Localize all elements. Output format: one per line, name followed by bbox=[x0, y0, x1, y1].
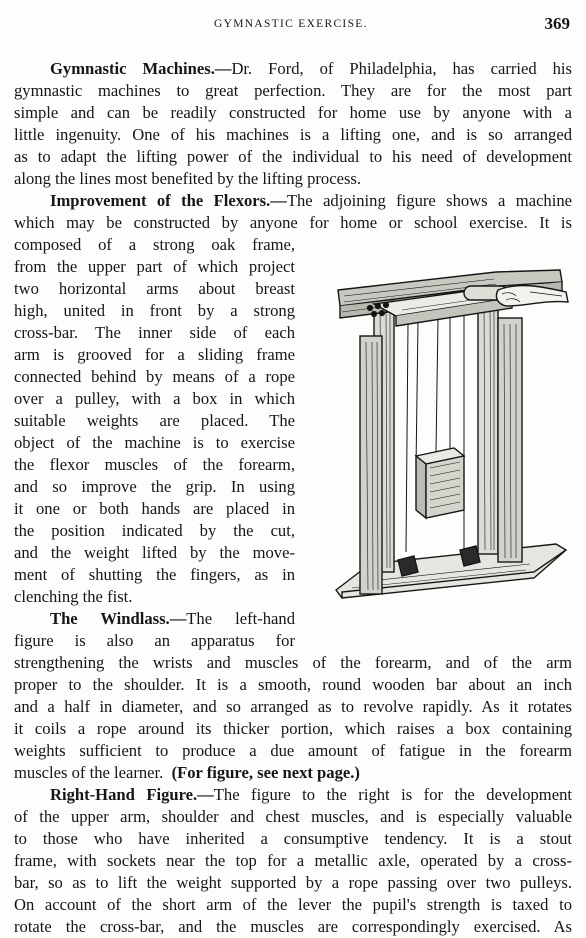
paragraph-line: of the upper arm, shoulder and chest muscles, and is especially valuable bbox=[14, 807, 572, 826]
paragraph-line: it coils a rope around its thicker portion, which raises a box containing bbox=[14, 719, 572, 738]
paragraph-line: over a pulley, with a box in which bbox=[14, 389, 295, 408]
paragraph-line: as to adapt the lifting power of the individual to his need of development bbox=[14, 147, 572, 166]
paragraph-line: from the upper part of which project bbox=[14, 257, 295, 276]
paragraph-line: muscles of the learner. (For figure, see next page.) bbox=[14, 763, 360, 782]
section-heading-flexors: Improvement of the Flexors.— bbox=[50, 191, 287, 210]
paragraph-line: little ingenuity. One of his machines is a lifting one, and is so arranged bbox=[14, 125, 572, 144]
paragraph-line: On account of the short arm of the lever the pupil's strength is taxed to bbox=[14, 895, 572, 914]
paragraph-line: simple and can be readily constructed for home use by anyone with a bbox=[14, 103, 572, 122]
paragraph-line: Gymnastic Machines.—Dr. Ford, of Philadelphia, has carried his bbox=[50, 59, 572, 78]
paragraph-line: arm is grooved for a sliding frame bbox=[14, 345, 295, 364]
paragraph-line: The Windlass.—The left-hand bbox=[50, 609, 295, 628]
paragraph-line: composed of a strong oak frame, bbox=[14, 235, 295, 254]
paragraph-line: strengthening the wrists and muscles of the forearm, and of the arm bbox=[14, 653, 572, 672]
paragraph-line: and the weight lifted by the move- bbox=[14, 543, 295, 562]
paragraph-line: and so improve the grip. In using bbox=[14, 477, 295, 496]
paragraph-line: object of the machine is to exercise bbox=[14, 433, 295, 452]
paragraph-line: rotate the cross-bar, and the muscles are correspondingly exercised. As bbox=[14, 917, 572, 936]
section-heading-right-hand-figure: Right-Hand Figure.— bbox=[50, 785, 214, 804]
paragraph-line: two horizontal arms about breast bbox=[14, 279, 295, 298]
flexor-machine-illustration bbox=[330, 252, 570, 604]
page-header bbox=[0, 14, 586, 36]
paragraph-line: the position indicated by the cut, bbox=[14, 521, 295, 540]
running-head: GYMNASTIC EXERCISE. bbox=[214, 18, 368, 30]
paragraph-line: suitable weights are placed. The bbox=[14, 411, 295, 430]
paragraph-line: along the lines most benefited by the lifting process. bbox=[14, 169, 362, 188]
paragraph-line: cross-bar. The inner side of each bbox=[14, 323, 295, 342]
paragraph-line: high, united in front by a strong bbox=[14, 301, 295, 320]
paragraph-line: which may be constructed by anyone for home or school exercise. It is bbox=[14, 213, 572, 232]
paragraph-line: the flexor muscles of the forearm, bbox=[14, 455, 295, 474]
paragraph-line: frame, with sockets near the top for a metallic axle, operated by a cross- bbox=[14, 851, 572, 870]
see-next-page-note: (For figure, see next page.) bbox=[171, 763, 360, 782]
paragraph-line: weights sufficient to produce a due amount of fatigue in the forearm bbox=[14, 741, 572, 760]
paragraph-line: figure is also an apparatus for bbox=[14, 631, 295, 650]
paragraph-line: it one or both hands are placed in bbox=[14, 499, 295, 518]
section-heading-windlass: The Windlass.— bbox=[50, 609, 187, 628]
paragraph-line: and a half in diameter, and so arranged as to revolve rapidly. As it rotates bbox=[14, 697, 572, 716]
paragraph-line: ment of shutting the fingers, as in bbox=[14, 565, 295, 584]
paragraph-line: clenching the fist. bbox=[14, 587, 133, 606]
paragraph-line: to those who have inherited a consumptive tendency. It is a stout bbox=[14, 829, 572, 848]
paragraph-line: gymnastic machines to great perfection. They are for the most part bbox=[14, 81, 572, 100]
paragraph-line: proper to the shoulder. It is a smooth, round wooden bar about an inch bbox=[14, 675, 572, 694]
paragraph-line: bar, so as to lift the weight supported by a rope passing over two pulleys. bbox=[14, 873, 572, 892]
paragraph-line: Right-Hand Figure.—The figure to the right is for the development bbox=[50, 785, 572, 804]
paragraph-line: connected behind by means of a rope bbox=[14, 367, 295, 386]
paragraph-line: Improvement of the Flexors.—The adjoining figure shows a machine bbox=[50, 191, 573, 210]
section-heading-gymnastic-machines: Gymnastic Machines.— bbox=[50, 59, 232, 78]
page-number: 369 bbox=[544, 14, 570, 33]
